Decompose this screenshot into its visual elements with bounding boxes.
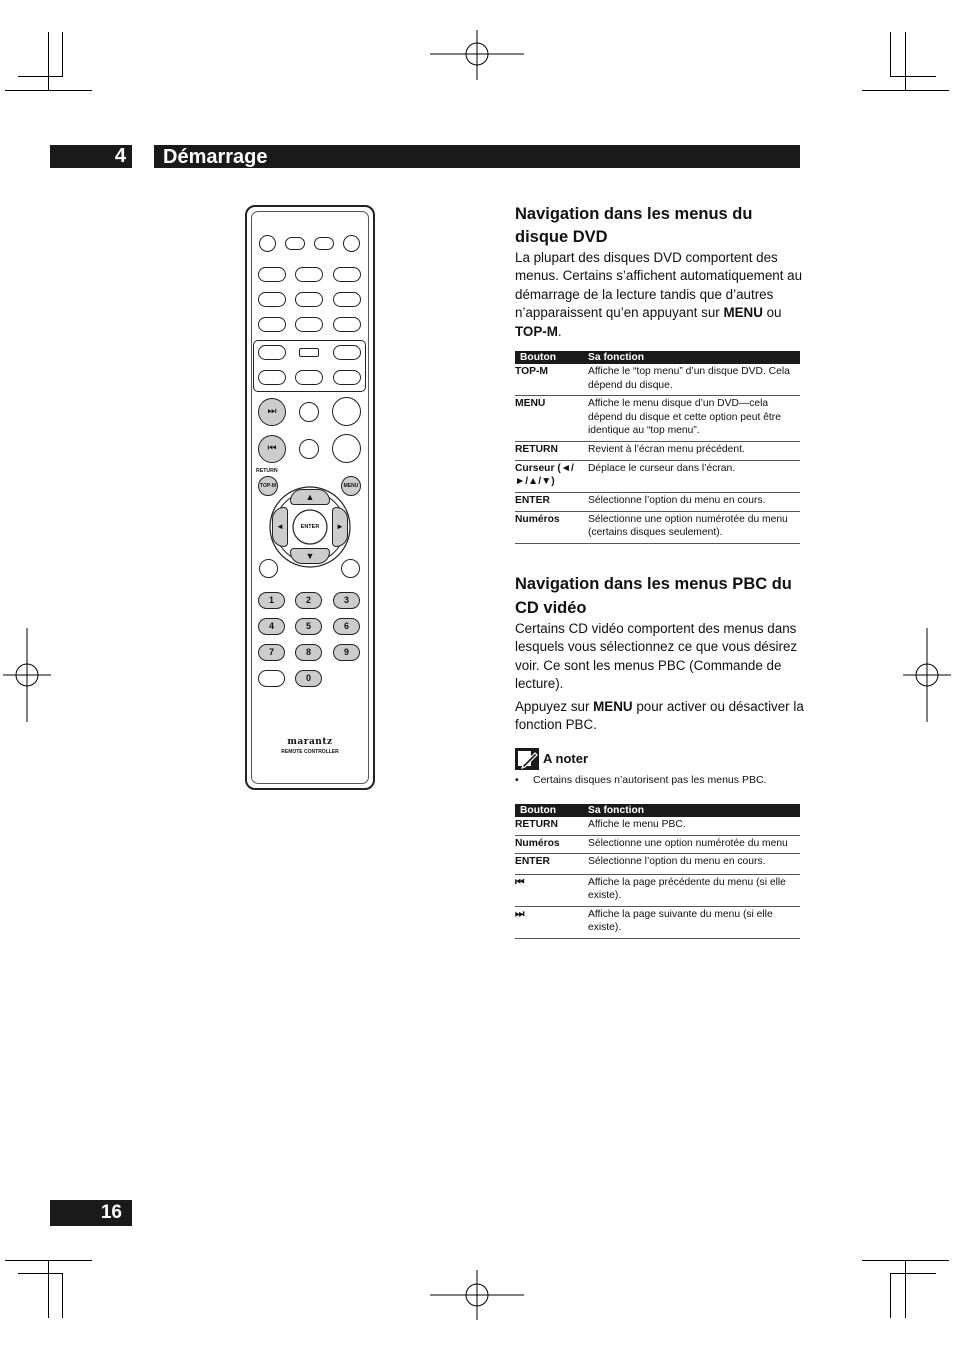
number-button: 9 (333, 644, 360, 661)
remote-button (332, 434, 361, 463)
text-span: ou (762, 305, 782, 321)
table-row (515, 493, 800, 512)
row-key: RETURN (515, 819, 558, 830)
remote-button (333, 345, 361, 360)
section-paragraph (515, 249, 805, 341)
row-value: Affiche la page suivante du menu (si elle existe). (588, 908, 773, 933)
row-value: Affiche le menu PBC. (588, 819, 686, 830)
remote-button (295, 292, 323, 307)
section-paragraph: Certains CD vidéo comportent des menus dans lesquels vous sélectionnez ce que vous désirez voir. Ce sont les menus PBC (Commande de lecture). (515, 621, 798, 692)
table-header (515, 351, 800, 364)
remote-button (258, 292, 286, 307)
column-header: Sa fonction (588, 805, 645, 816)
row-key: ENTER (515, 495, 550, 506)
number-button: 1 (258, 592, 285, 609)
enter-label: ENTER (300, 524, 320, 530)
row-value: Sélectionne une option numérotée du menu (588, 837, 788, 849)
skip-prev-icon: ⏮ (515, 876, 525, 888)
number-button: 0 (295, 670, 322, 687)
power-button (259, 235, 276, 252)
left-arrow-icon: ◄ (272, 507, 288, 547)
remote-button (332, 397, 361, 426)
remote-button (285, 237, 305, 250)
table-row (515, 442, 800, 462)
menu-button: MENU (341, 476, 361, 496)
topm-button: TOP-M (258, 476, 278, 496)
note-item: Certains disques n’autorisent pas les menus PBC. (533, 774, 767, 786)
remote-button (333, 317, 361, 332)
skip-next-icon: ⏭ (515, 908, 525, 920)
remote-button (295, 317, 323, 332)
row-key: Numéros (515, 837, 560, 849)
pbc-buttons-table (515, 804, 800, 939)
skip-next-icon: ⏭ (258, 398, 286, 426)
note-title: A noter (543, 751, 589, 766)
column-header: Sa fonction (588, 352, 645, 363)
section-paragraph (515, 698, 805, 735)
text-span: La plupart des disques DVD comportent des menus. Certains s’affichent automatiquement au démarrage de la lecture tandis que d’autres n’apparaissent qu’en appuyant sur (515, 250, 803, 321)
row-value: Revient à l’écran menu précédent. (588, 443, 745, 455)
section-title: Navigation dans les menus du disque DVD (515, 205, 753, 246)
table-row (515, 817, 800, 836)
registration-mark-bottom (430, 1270, 524, 1320)
remote-button (258, 345, 286, 360)
remote-button (295, 267, 323, 282)
row-value: Sélectionne l’option du menu en cours. (588, 495, 766, 506)
dvd-buttons-table (515, 351, 800, 544)
bold-term: MENU (593, 698, 633, 714)
return-label: RETURN (256, 468, 278, 474)
number-button: 2 (295, 592, 322, 609)
registration-mark-left (3, 628, 51, 722)
row-key: ENTER (515, 856, 550, 867)
remote-button (295, 370, 323, 385)
row-value: Déplace le curseur dans l’écran. (588, 463, 736, 474)
bold-term: TOP-M (515, 323, 558, 339)
table-row (515, 512, 800, 544)
table-row (515, 461, 800, 493)
column-header: Bouton (520, 805, 557, 816)
table-row (515, 875, 800, 907)
table-row (515, 364, 800, 396)
number-button: 6 (333, 618, 360, 635)
registration-mark-right (903, 628, 951, 722)
number-button: 3 (333, 592, 360, 609)
down-arrow-icon: ▼ (290, 548, 330, 564)
column-header: Bouton (520, 352, 557, 363)
remote-button (259, 559, 278, 578)
skip-prev-icon: ⏮ (258, 435, 286, 463)
chapter-number: 4 (50, 145, 132, 168)
brand-logo: marantz (287, 737, 333, 747)
row-value: Sélectionne une option numérotée du menu (certains disques seulement). (588, 513, 788, 538)
number-button: 8 (295, 644, 322, 661)
up-arrow-icon: ▲ (290, 489, 330, 505)
row-key: TOP-M (515, 366, 548, 377)
table-row (515, 836, 800, 855)
row-value: Affiche le menu disque d’un DVD—cela dépend du disque et cette option peut être identique au “top menu”. (588, 398, 781, 436)
remote-button (333, 370, 361, 385)
registration-mark-top (430, 30, 524, 80)
section-pbc-menus (515, 572, 805, 734)
note-bullet: • (515, 774, 519, 786)
remote-button (343, 235, 360, 252)
remote-button (299, 348, 319, 357)
row-key: Curseur (◄/►/▲/▼) (515, 463, 574, 487)
table-row (515, 854, 800, 875)
remote-button (258, 670, 285, 687)
number-button: 4 (258, 618, 285, 635)
row-value: Affiche la page précédente du menu (si elle existe). (588, 876, 786, 901)
remote-button (299, 402, 319, 422)
table-row (515, 396, 800, 442)
bold-term: MENU (723, 305, 763, 321)
number-button: 7 (258, 644, 285, 661)
row-key: MENU (515, 398, 546, 409)
row-value: Sélectionne l’option du menu en cours. (588, 856, 766, 867)
text-span: Appuyez sur (515, 698, 594, 714)
section-dvd-menus (515, 203, 805, 341)
text-span: . (557, 323, 562, 339)
remote-button (258, 317, 286, 332)
right-arrow-icon: ► (332, 507, 348, 547)
chapter-title: Démarrage (154, 145, 800, 168)
remote-button (314, 237, 334, 250)
remote-model-label: REMOTE CONTROLLER (281, 749, 339, 755)
remote-button (333, 292, 361, 307)
remote-button (258, 267, 286, 282)
page-number: 16 (50, 1200, 132, 1226)
section-title: Navigation dans les menus PBC du CD vidéo (515, 575, 792, 617)
text-span: pour activer ou désactiver la fonction PBC. (515, 698, 804, 733)
row-key: Numéros (515, 513, 560, 525)
row-key: RETURN (515, 443, 558, 455)
row-value: Affiche le “top menu” d’un disque DVD. Cela dépend du disque. (588, 366, 790, 391)
note-pencil-icon (515, 748, 539, 770)
remote-button (258, 370, 286, 385)
remote-button (333, 267, 361, 282)
number-button: 5 (295, 618, 322, 635)
table-row (515, 907, 800, 939)
table-header (515, 804, 800, 817)
remote-button (341, 559, 360, 578)
remote-button (299, 439, 319, 459)
